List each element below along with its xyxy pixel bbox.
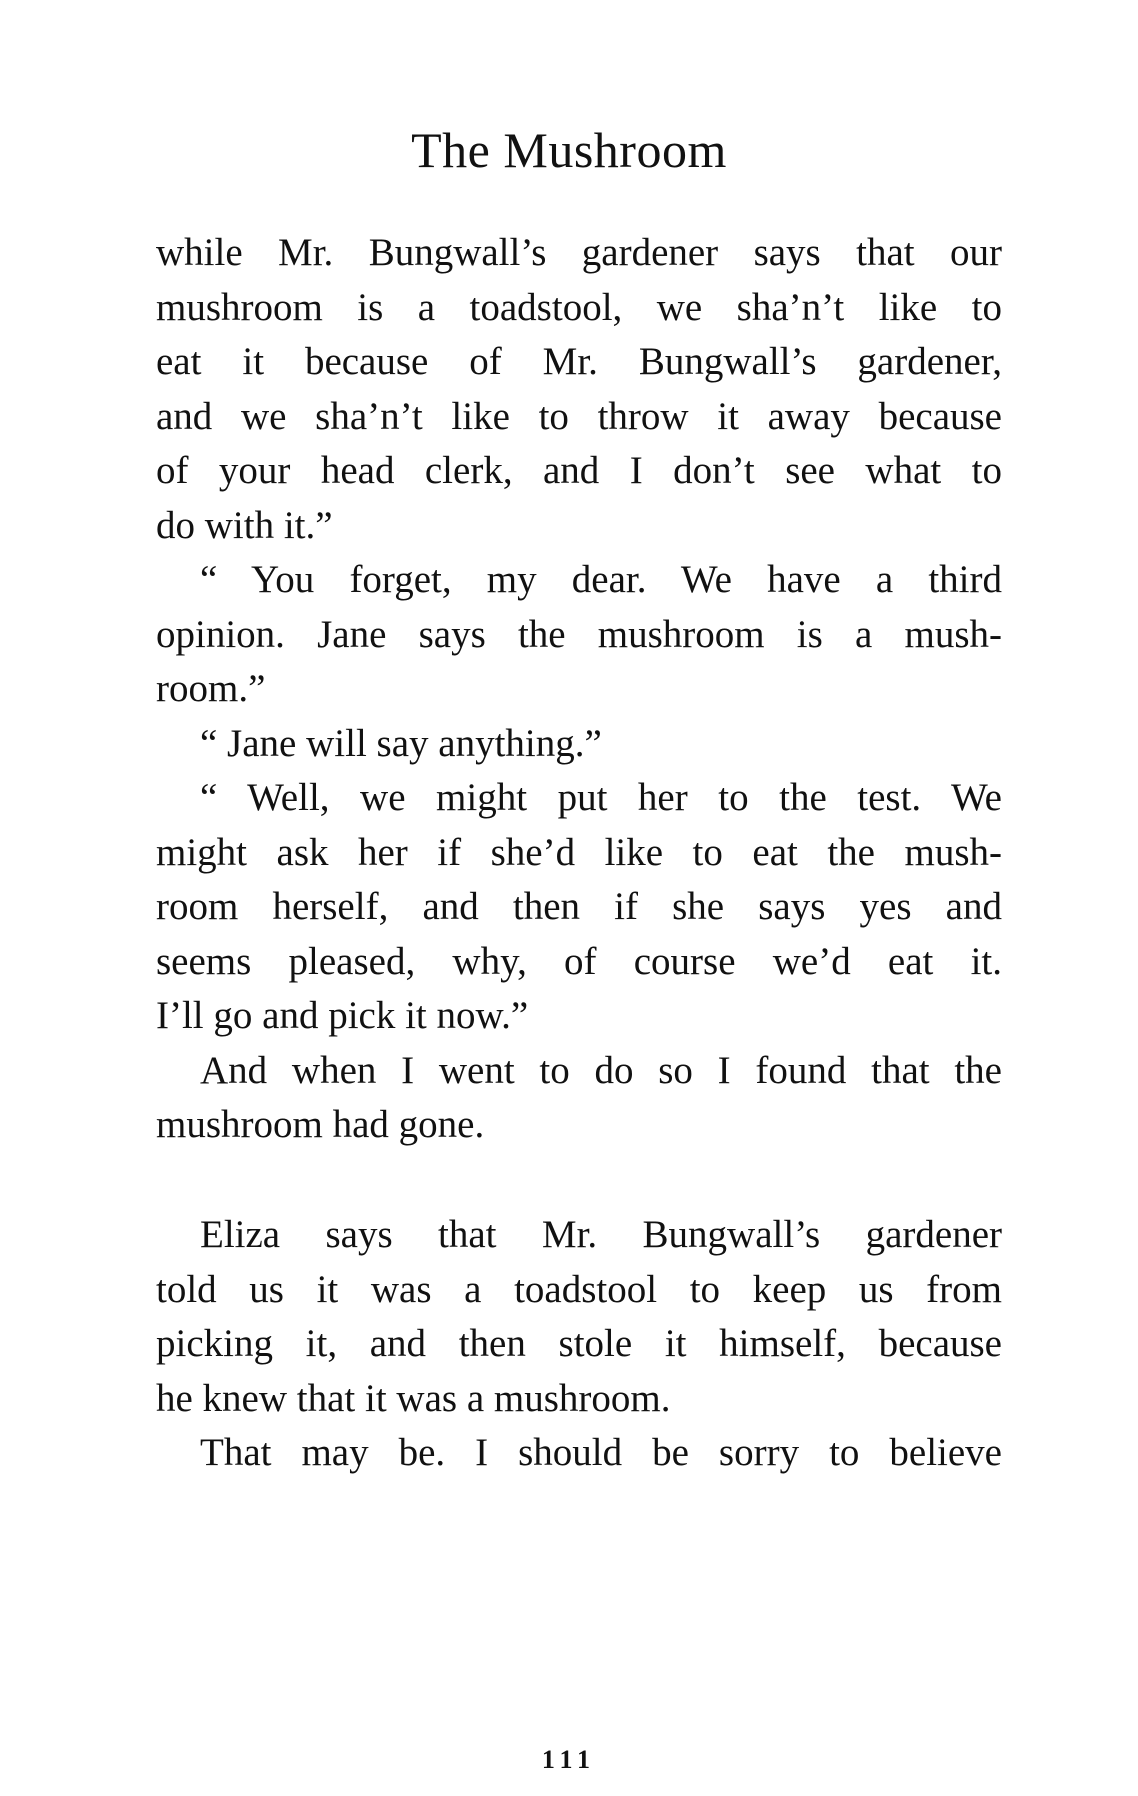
text-line: Eliza says that Mr. Bungwall’s gardener xyxy=(200,1213,1002,1256)
text-line: eat it because of Mr. Bungwall’s gardener, xyxy=(156,340,1002,383)
text-line: he knew that it was a mushroom. xyxy=(156,1376,671,1420)
text-line: might ask her if she’d like to eat the mush- xyxy=(156,830,1002,874)
text-line: picking it, and then stole it himself, because xyxy=(156,1322,1002,1365)
passage-two xyxy=(156,1208,1002,1481)
text-line: That may be. I should be sorry to believe xyxy=(200,1431,1002,1474)
text-line: while Mr. Bungwall’s gardener says that our xyxy=(156,231,1002,274)
page-number: 111 xyxy=(541,1745,597,1774)
text-line: “ You forget, my dear. We have a third xyxy=(200,558,1002,601)
text-line: told us it was a toadstool to keep us from xyxy=(156,1267,1002,1311)
text-line: mushroom had gone. xyxy=(156,1103,485,1146)
text-line: do with it.” xyxy=(156,503,333,547)
text-line: mushroom is a toadstool, we sha’n’t like to xyxy=(156,285,1002,329)
text-line: room herself, and then if she says yes and xyxy=(156,885,1002,928)
text-line: I’ll go and pick it now.” xyxy=(156,994,529,1037)
passage-one xyxy=(156,226,1002,1153)
text-line: seems pleased, why, of course we’d eat it. xyxy=(156,939,1002,983)
text-line: “ Jane will say anything.” xyxy=(200,721,602,765)
text-line: opinion. Jane says the mushroom is a mush- xyxy=(156,612,1002,656)
running-head: The Mushroom xyxy=(411,122,727,178)
text-line: And when I went to do so I found that the xyxy=(200,1048,1002,1092)
text-line: “ Well, we might put her to the test. We xyxy=(200,776,1002,819)
text-line: room.” xyxy=(156,667,266,710)
text-line: and we sha’n’t like to throw it away because xyxy=(156,394,1002,438)
text-line: of your head clerk, and I don’t see what to xyxy=(156,449,1002,492)
